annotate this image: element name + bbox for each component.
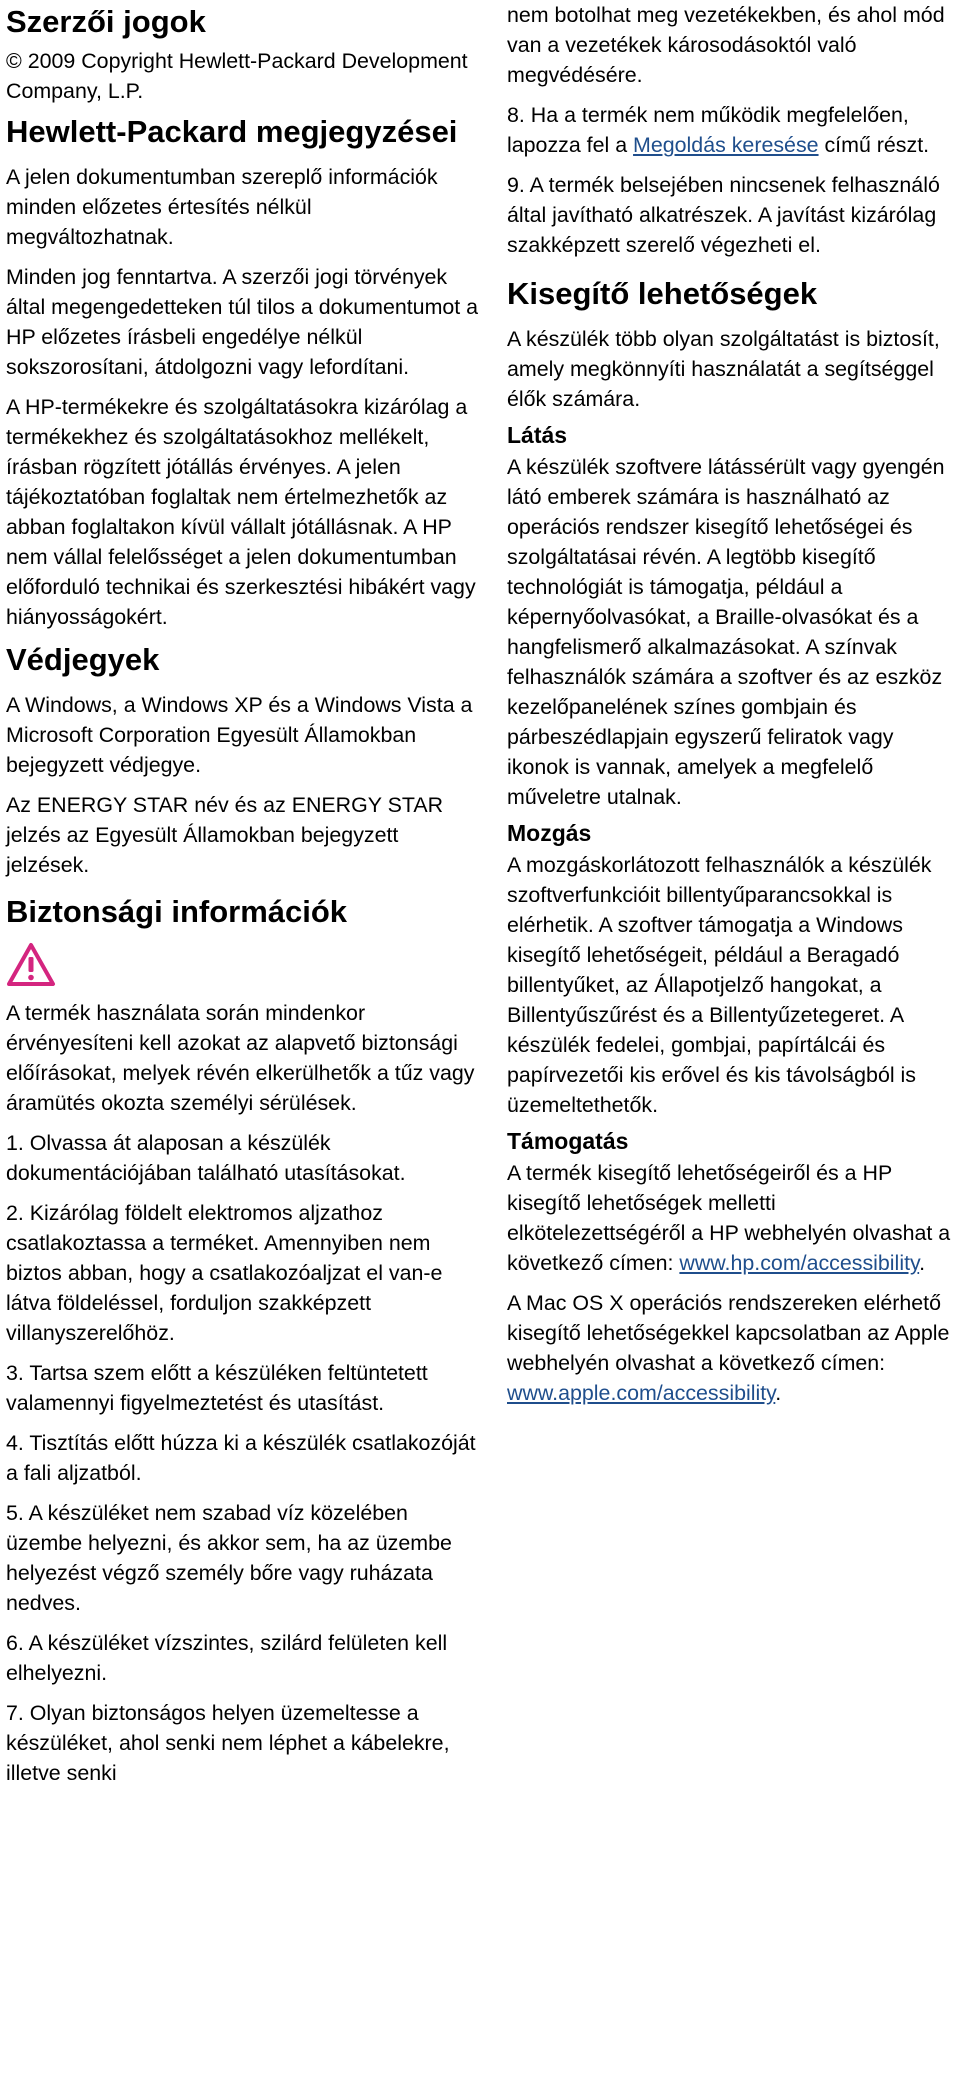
safety-item-8 [507, 100, 959, 160]
heading-hp-notice: Hewlett-Packard megjegyzései [6, 114, 458, 149]
heading-mobility: Mozgás [507, 820, 592, 846]
safety-intro: A termék használata során mindenkor érvényesíteni kell azokat az alapvető biztonsági előírásokat, melyek révén elkerülhetők a tűz vagy áramütés okozta személyi sérülések. [6, 1001, 475, 1115]
heading-accessibility: Kisegítő lehetőségek [507, 276, 818, 311]
safety-item-7-continued: nem botolhat meg vezetékekben, és ahol mód van a vezetékek károsodásoktól való megvédésére. [507, 3, 945, 87]
safety-item-9: 9. A termék belsejében nincsenek felhasználó által javítható alkatrészek. A javítást kizárólag szakképzett szerelő végezheti el. [507, 173, 940, 257]
mac-suffix: . [775, 1381, 782, 1405]
safety-item-3: 3. Tartsa szem előtt a készüléken feltüntetett valamennyi figyelmeztetést és utasítást. [6, 1361, 428, 1415]
mac-paragraph [507, 1288, 959, 1408]
safety-item-7: 7. Olyan biztonságos helyen üzemeltesse a készüléket, ahol senki nem léphet a kábelekre, illetve senki [6, 1701, 450, 1785]
trademark-paragraph-2: Az ENERGY STAR név és az ENERGY STAR jelzés az Egyesült Államokban bejegyzett jelzések. [6, 793, 444, 877]
heading-vision: Látás [507, 422, 568, 448]
support-paragraph [507, 1158, 959, 1278]
safety-item-6: 6. A készüléket vízszintes, szilárd felületen kell elhelyezni. [6, 1631, 448, 1685]
left-column [6, 0, 480, 1788]
hp-accessibility-link[interactable]: www.hp.com/accessibility [679, 1251, 920, 1275]
heading-support: Támogatás [507, 1128, 629, 1154]
heading-safety: Biztonsági információk [6, 894, 348, 929]
accessibility-intro: A készülék több olyan szolgáltatást is biztosít, amely megkönnyíti használatát a segítséggel élők számára. [507, 327, 940, 411]
notice-paragraph-1: A jelen dokumentumban szereplő információk minden előzetes értesítés nélkül megváltozhatnak. [6, 165, 438, 249]
heading-copyright: Szerzői jogok [6, 4, 206, 39]
copyright-line: © 2009 Copyright Hewlett-Packard Development Company, L.P. [6, 49, 468, 103]
warning-triangle-icon [6, 942, 56, 988]
mobility-paragraph: A mozgáskorlátozott felhasználók a készülék szoftverfunkcióit billentyűparancsokkal is elérhetik. A szoftver támogatja a Windows kisegítő lehetőségeit, például a Beragadó billentyűket, az Állapotjelző hangokat, a Billentyűszűrést és a Billentyűzetegeret. A készülék fedelei, gombjai, papírtálcái és papírvezetői kis erővel és kis távolságból is üzemeltethetők. [507, 853, 932, 1117]
safety-item-4: 4. Tisztítás előtt húzza ki a készülék csatlakozóját a fali aljzatból. [6, 1431, 476, 1485]
safety-item-5: 5. A készüléket nem szabad víz közelében üzembe helyezni, és akkor sem, ha az üzembe helyezést végző személy bőre vagy ruházata nedves. [6, 1501, 452, 1615]
apple-accessibility-link[interactable]: www.apple.com/accessibility [507, 1381, 776, 1405]
mac-text: A Mac OS X operációs rendszereken elérhető kisegítő lehetőségekkel kapcsolatban az Apple webhelyén olvashat a következő címen: [507, 1291, 950, 1375]
safety-item-2: 2. Kizárólag földelt elektromos aljzathoz csatlakoztassa a terméket. Amennyiben nem biztos abban, hogy a csatlakozóaljzat el van-e látva földeléssel, forduljon szakképzett villanyszerelőhöz. [6, 1201, 443, 1345]
trademark-paragraph-1: A Windows, a Windows XP és a Windows Vista a Microsoft Corporation Egyesült Államokban bejegyzett védjegye. [6, 693, 473, 777]
troubleshooting-link[interactable]: Megoldás keresése [633, 133, 819, 157]
notice-paragraph-2: Minden jog fenntartva. A szerzői jogi törvények által megengedetteken túl tilos a dokumentumot a HP előzetes írásbeli engedélye nélkül sokszorosítani, átdolgozni vagy lefordítani. [6, 265, 479, 379]
vision-paragraph: A készülék szoftvere látássérült vagy gyengén látó emberek számára is használható az operációs rendszer kisegítő lehetőségei és szolgáltatásai révén. A legtöbb kisegítő technológiát is támogatja, például a képernyőolvasókat, a Braille-olvasókat és a hangfelismerő alkalmazásokat. A színvak felhasználók számára a szoftver és az eszköz kezelőpanelének színes gombjain és párbeszédlapjain egyszerű feliratok vagy ikonok is vannak, amelyek a megfelelő műveletre utalnak. [507, 455, 945, 809]
heading-trademarks: Védjegyek [6, 642, 160, 677]
support-text: A termék kisegítő lehetőségeiről és a HP kisegítő lehetőségek melletti elkötelezettségéről a HP webhelyén olvashat a következő címen: [507, 1161, 951, 1275]
notice-paragraph-3: A HP-termékekre és szolgáltatásokra kizárólag a termékekhez és szolgáltatásokhoz mellékelt, írásban rögzített jótállás érvényes. A jelen tájékoztatóban foglaltak nem értelmezhetők az abban foglaltakon kívül vállalt jótállásnak. A HP nem vállal felelősséget a jelen dokumentumban előforduló technikai és szerkesztési hibákért vagy hiányosságokért. [6, 395, 476, 629]
safety-item-1: 1. Olvassa át alaposan a készülék dokumentációjában található utasításokat. [6, 1131, 406, 1185]
safety-item-8-text: 8. Ha a termék nem működik megfelelően, lapozza fel a [507, 103, 909, 157]
right-column [507, 0, 959, 1408]
safety-item-8-suffix: című részt. [818, 133, 930, 157]
support-suffix: . [919, 1251, 926, 1275]
